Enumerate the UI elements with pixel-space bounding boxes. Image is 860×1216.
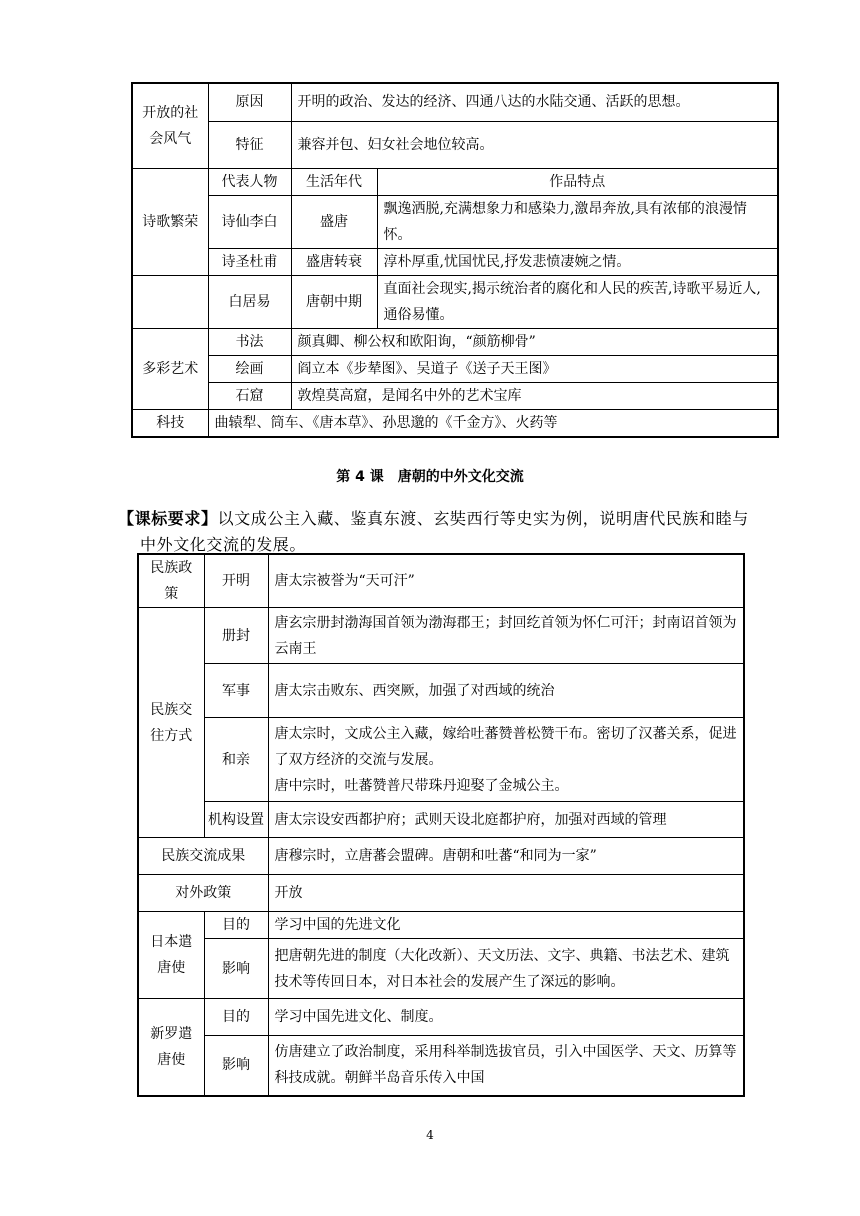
table-row — [132, 382, 778, 409]
column-header: 作品特点 — [377, 168, 778, 195]
label-cell: 对外政策 — [138, 875, 268, 912]
content-cell: 唐太宗击败东、西突厥，加强了对西域的统治 — [268, 664, 744, 718]
table-row — [138, 1036, 744, 1096]
table-row — [132, 355, 778, 382]
category-cell: 多彩艺术 — [132, 328, 208, 409]
content-cell: 把唐朝先进的制度（大化改新）、天文历法、文字、典籍、书法艺术、建筑技术等传回日本，对日本社会的发展产生了深远的影响。 — [268, 939, 744, 999]
table-row — [132, 275, 778, 328]
label-cell: 影响 — [204, 1036, 268, 1096]
content-cell: 敦煌莫高窟，是闻名中外的艺术宝库 — [291, 382, 778, 409]
requirement-text-continued: 中外文化交流的发展。 — [140, 535, 307, 554]
category-cell: 民族政策 — [138, 554, 204, 608]
table-row — [138, 554, 744, 608]
poet-features: 淳朴厚重,忧国忧民,抒发悲愤凄婉之情。 — [377, 248, 778, 275]
poet-era: 唐朝中期 — [291, 275, 377, 328]
table-row — [132, 328, 778, 355]
page-number: 4 — [426, 1128, 434, 1142]
label-cell: 书法 — [208, 328, 291, 355]
label-cell: 影响 — [204, 939, 268, 999]
label-cell: 目的 — [204, 912, 268, 939]
content-paragraph: 唐中宗时，吐蕃赞普尺带珠丹迎娶了金城公主。 — [274, 777, 569, 794]
content-cell: 唐玄宗册封渤海国首领为渤海郡王；封回纥首领为怀仁可汗；封南诏首领为云南王 — [268, 608, 744, 664]
label-cell: 开明 — [204, 554, 268, 608]
table-row — [132, 248, 778, 275]
content-cell: 开放 — [268, 875, 744, 912]
label-cell: 机构设置 — [204, 802, 268, 838]
content-cell: 开明的政治、发达的经济、四通八达的水陆交通、活跃的思想。 — [291, 83, 778, 121]
table-row — [138, 608, 744, 664]
table-row — [138, 999, 744, 1036]
table-row — [138, 664, 744, 718]
content-cell: 阎立本《步辇图》、吴道子《送子天王图》 — [291, 355, 778, 382]
content-cell: 唐太宗被誉为“天可汗” — [268, 554, 744, 608]
content-paragraph: 唐太宗时，文成公主入藏，嫁给吐蕃赞普松赞干布。密切了汉蕃关系，促进了双方经济的交流与发展。 — [274, 725, 737, 768]
column-header: 代表人物 — [208, 168, 291, 195]
requirement-tag: 【课标要求】 — [118, 509, 218, 528]
curriculum-requirement — [118, 506, 783, 558]
label-cell: 特征 — [208, 121, 291, 168]
table-row — [138, 802, 744, 838]
column-header: 生活年代 — [291, 168, 377, 195]
culture-table — [131, 82, 779, 438]
content-cell: 唐太宗设安西都护府；武则天设北庭都护府，加强对西域的管理 — [268, 802, 744, 838]
table-row — [132, 121, 778, 168]
table-row — [138, 912, 744, 939]
content-cell — [268, 718, 744, 802]
table-row — [138, 718, 744, 802]
table-row — [138, 939, 744, 999]
label-cell: 民族交流成果 — [138, 838, 268, 875]
poet-features: 飘逸洒脱,充满想象力和感染力,激昂奔放,具有浓郁的浪漫情怀。 — [377, 195, 778, 248]
content-cell: 颜真卿、柳公权和欧阳询，“颜筋柳骨” — [291, 328, 778, 355]
table-row — [132, 195, 778, 248]
table-row — [138, 838, 744, 875]
content-cell: 学习中国先进文化、制度。 — [268, 999, 744, 1036]
lesson-title: 第 4 课 唐朝的中外文化交流 — [336, 469, 524, 485]
requirement-text: 以文成公主入藏、鉴真东渡、玄奘西行等史实为例，说明唐代民族和睦与 — [217, 509, 749, 528]
category-cell: 诗歌繁荣 — [132, 168, 208, 275]
poet-name: 诗仙李白 — [208, 195, 291, 248]
table-row — [132, 83, 778, 121]
label-cell: 册封 — [204, 608, 268, 664]
content-cell: 曲辕犁、筒车、《唐本草》、孙思邈的《千金方》、火药等 — [208, 409, 778, 437]
empty-cell — [132, 275, 208, 328]
poet-name: 诗圣杜甫 — [208, 248, 291, 275]
label-cell: 原因 — [208, 83, 291, 121]
category-cell: 开放的社会风气 — [132, 83, 208, 168]
label-cell: 石窟 — [208, 382, 291, 409]
category-cell: 日本遣唐使 — [138, 912, 204, 999]
category-cell: 民族交往方式 — [138, 608, 204, 838]
poet-name: 白居易 — [208, 275, 291, 328]
content-cell: 仿唐建立了政治制度，采用科举制选拔官员，引入中国医学、天文、历算等科技成就。朝鲜半岛音乐传入中国 — [268, 1036, 744, 1096]
category-cell: 新罗遣唐使 — [138, 999, 204, 1096]
exchange-table — [137, 553, 745, 1097]
content-cell: 兼容并包、妇女社会地位较高。 — [291, 121, 778, 168]
table-row — [138, 875, 744, 912]
content-cell: 学习中国的先进文化 — [268, 912, 744, 939]
content-cell: 唐穆宗时，立唐蕃会盟碑。唐朝和吐蕃“和同为一家” — [268, 838, 744, 875]
label-cell: 绘画 — [208, 355, 291, 382]
poet-features: 直面社会现实,揭示统治者的腐化和人民的疾苦,诗歌平易近人,通俗易懂。 — [377, 275, 778, 328]
label-cell: 和亲 — [204, 718, 268, 802]
poet-era: 盛唐 — [291, 195, 377, 248]
label-cell: 目的 — [204, 999, 268, 1036]
table-row — [132, 168, 778, 195]
category-cell: 科技 — [132, 409, 208, 437]
label-cell: 军事 — [204, 664, 268, 718]
table-row — [132, 409, 778, 437]
poet-era: 盛唐转衰 — [291, 248, 377, 275]
